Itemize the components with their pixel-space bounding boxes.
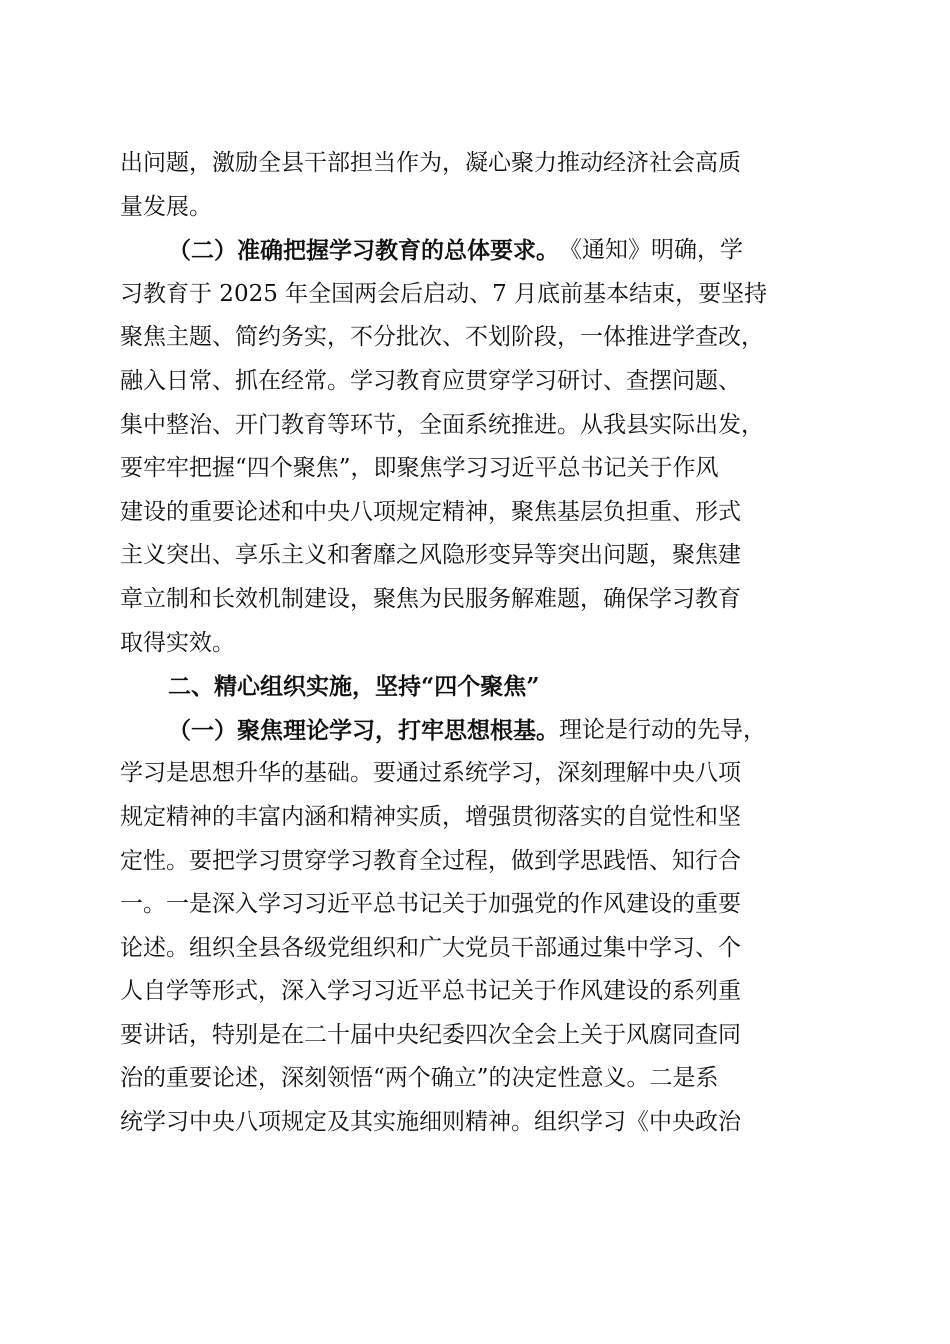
paragraph-line: 规定精神的丰富内涵和精神实质，增强贯彻落实的自觉性和坚 <box>120 803 741 830</box>
paragraph-text: 《通知》明确，学 <box>559 237 743 264</box>
section-lead-heading: （一）聚焦理论学习，打牢思想根基。 <box>168 716 559 744</box>
section-lead-heading: （二）准确把握学习教育的总体要求。 <box>168 237 559 265</box>
paragraph-line <box>120 709 835 753</box>
paragraph-line: 聚焦主题、简约务实，不分批次、不划阶段，一体推进学查改， <box>120 324 764 351</box>
paragraph-line: 主义突出、享乐主义和奢靡之风隐形变异等突出问题，聚焦建 <box>120 542 741 569</box>
paragraph-line: 统学习中央八项规定及其实施细则精神。组织学习《中央政治 <box>120 1109 741 1136</box>
paragraph-line: 治的重要论述，深刻领悟“两个确立”的决定性意义。二是系 <box>120 1065 719 1092</box>
document-page <box>120 142 835 1145</box>
paragraph-line: 建设的重要论述和中央八项规定精神，聚焦基层负担重、形式 <box>120 498 741 525</box>
section-heading: 二、精心组织实施，坚持“四个聚焦” <box>168 673 540 701</box>
paragraph-line: 量发展。 <box>120 193 212 220</box>
paragraph-line: 一。一是深入学习习近平总书记关于加强党的作风建设的重要 <box>120 891 741 918</box>
paragraph-text: 理论是行动的先导， <box>559 716 766 743</box>
paragraph-line: 章立制和长效机制建设，聚焦为民服务解难题，确保学习教育 <box>120 585 741 612</box>
paragraph-line: 定性。要把学习贯穿学习教育全过程，做到学思践悟、知行合 <box>120 847 741 874</box>
paragraph-line: 集中整治、开门教育等环节，全面系统推进。从我县实际出发， <box>120 411 764 438</box>
paragraph-line: 人自学等形式，深入学习习近平总书记关于作风建设的系列重 <box>120 978 741 1005</box>
paragraph-line: 要牢牢把握“四个聚焦”，即聚焦学习习近平总书记关于作风 <box>120 455 719 482</box>
paragraph-line: 融入日常、抓在经常。学习教育应贯穿学习研讨、查摆问题、 <box>120 367 741 394</box>
paragraph-line <box>120 229 835 273</box>
paragraph-line: 出问题，激励全县干部担当作为，凝心聚力推动经济社会高质 <box>120 150 741 176</box>
paragraph-line: 学习是思想升华的基础。要通过系统学习，深刻理解中央八项 <box>120 760 741 787</box>
paragraph-line: 习教育于 2025 年全国两会后启动、7 月底前基本结束，要坚持 <box>120 280 768 307</box>
paragraph-line: 要讲话，特别是在二十届中央纪委四次全会上关于风腐同查同 <box>120 1021 741 1048</box>
paragraph-line: 取得实效。 <box>120 629 235 656</box>
paragraph-line: 论述。组织全县各级党组织和广大党员干部通过集中学习、个 <box>120 934 741 961</box>
